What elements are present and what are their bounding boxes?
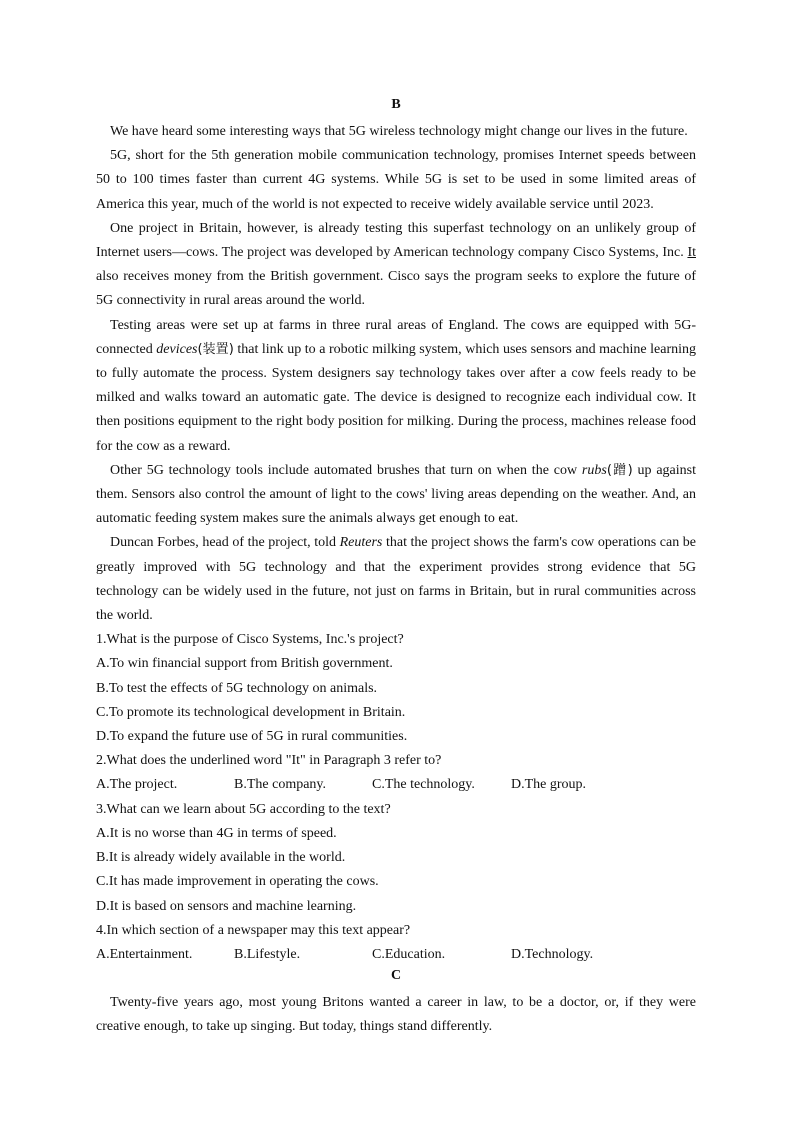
italic-word-reuters: Reuters	[339, 535, 383, 551]
section-b-paragraph-5	[96, 459, 696, 532]
underlined-word-it: It	[687, 245, 696, 261]
section-c-paragraph-1: Twenty-five years ago, most young Britons wanted a career in law, to be a doctor, or, if they were creative enough, to take up singing. But today, things stand differently.	[96, 995, 696, 1035]
question-3: 3.What can we learn about 5G according to the text?	[96, 801, 391, 817]
question-4-option-a: A.Entertainment.	[96, 946, 193, 962]
question-2-options	[96, 773, 696, 797]
paragraph-4-text-b: that link up to a robotic milking system, which uses sensors and machine learning to fully automate the process. System designers say technology takes over after a cow feels ready to be milked and walks toward an automatic gate. The device is designed to recognize each individual cow. It then positions equipment to the right body position for milking. During the process, machines release food for the cow as a reward.	[96, 341, 696, 454]
gloss-devices: (装置)	[197, 341, 234, 357]
paragraph-3-text-a: One project in Britain, however, is already testing this superfast technology on an unlikely group of Internet users—cows. The project was developed by American technology company Cisco Systems, Inc.	[96, 220, 696, 261]
document-content	[96, 96, 696, 1040]
question-1-option-c: C.To promote its technological development in Britain.	[96, 704, 406, 720]
question-2-option-c: C.The technology.	[372, 777, 475, 793]
section-b-paragraph-3	[96, 217, 696, 314]
section-b-paragraph-4	[96, 314, 696, 459]
question-2-option-d: D.The group.	[511, 777, 587, 793]
question-1-option-b: B.To test the effects of 5G technology on animals.	[96, 680, 378, 696]
paragraph-5-text-b: up against them. Sensors also control the amount of light to the cows' living areas depending on the weather. And, an automatic feeding system makes sure the animals always get enough to eat.	[96, 462, 696, 527]
question-4-options	[96, 943, 696, 967]
question-4-option-b: B.Lifestyle.	[234, 946, 301, 962]
question-4-option-d: D.Technology.	[511, 946, 594, 962]
question-3-option-a: A.It is no worse than 4G in terms of speed.	[96, 825, 337, 841]
question-2-option-a: A.The project.	[96, 777, 178, 793]
italic-word-devices: devices	[156, 341, 198, 357]
question-2: 2.What does the underlined word "It" in Paragraph 3 refer to?	[96, 753, 442, 769]
section-c-title: C	[390, 968, 402, 984]
question-3-option-d: D.It is based on sensors and machine learning.	[96, 898, 357, 914]
section-b-paragraph-6	[96, 531, 696, 628]
paragraph-3-text-b: also receives money from the British government. Cisco says the program seeks to explore the future of 5G connectivity in rural areas around the world.	[96, 269, 696, 309]
paragraph-4-text-a: Testing areas were set up at farms in three rural areas of England. The cows are equipped with 5G-connected	[96, 317, 696, 357]
question-1-option-a: A.To win financial support from British government.	[96, 656, 393, 672]
paragraph-6-text-b: that the project shows the farm's cow operations can be greatly improved with 5G technology and that the experiment provides strong evidence that 5G technology can be widely used in the future, not just on farms in Britain, but in rural communities across the world.	[96, 535, 696, 624]
section-b-title: B	[391, 97, 401, 112]
question-1: 1.What is the purpose of Cisco Systems, Inc.'s project?	[96, 632, 404, 648]
question-1-option-d: D.To expand the future use of 5G in rural communities.	[96, 729, 408, 745]
paragraph-5-text-a: Other 5G technology tools include automated brushes that turn on when the cow	[110, 462, 582, 478]
question-4-option-c: C.Education.	[372, 946, 446, 962]
italic-word-rubs: rubs	[581, 462, 607, 478]
section-b-paragraph-2: 5G, short for the 5th generation mobile communication technology, promises Internet speeds between 50 to 100 times faster than current 4G systems. While 5G is set to be used in some limited areas of America this year, much of the world is not expected to receive widely available service until 2023.	[96, 148, 696, 212]
question-4: 4.In which section of a newspaper may this text appear?	[96, 922, 411, 938]
question-3-option-c: C.It has made improvement in operating the cows.	[96, 874, 379, 890]
gloss-rubs: (蹭)	[606, 462, 633, 478]
section-b-paragraph-1: We have heard some interesting ways that 5G wireless technology might change our lives in the future.	[110, 124, 688, 139]
paragraph-6-text-a: Duncan Forbes, head of the project, told	[110, 535, 340, 551]
question-3-option-b: B.It is already widely available in the world.	[96, 850, 346, 866]
question-2-option-b: B.The company.	[234, 777, 327, 793]
